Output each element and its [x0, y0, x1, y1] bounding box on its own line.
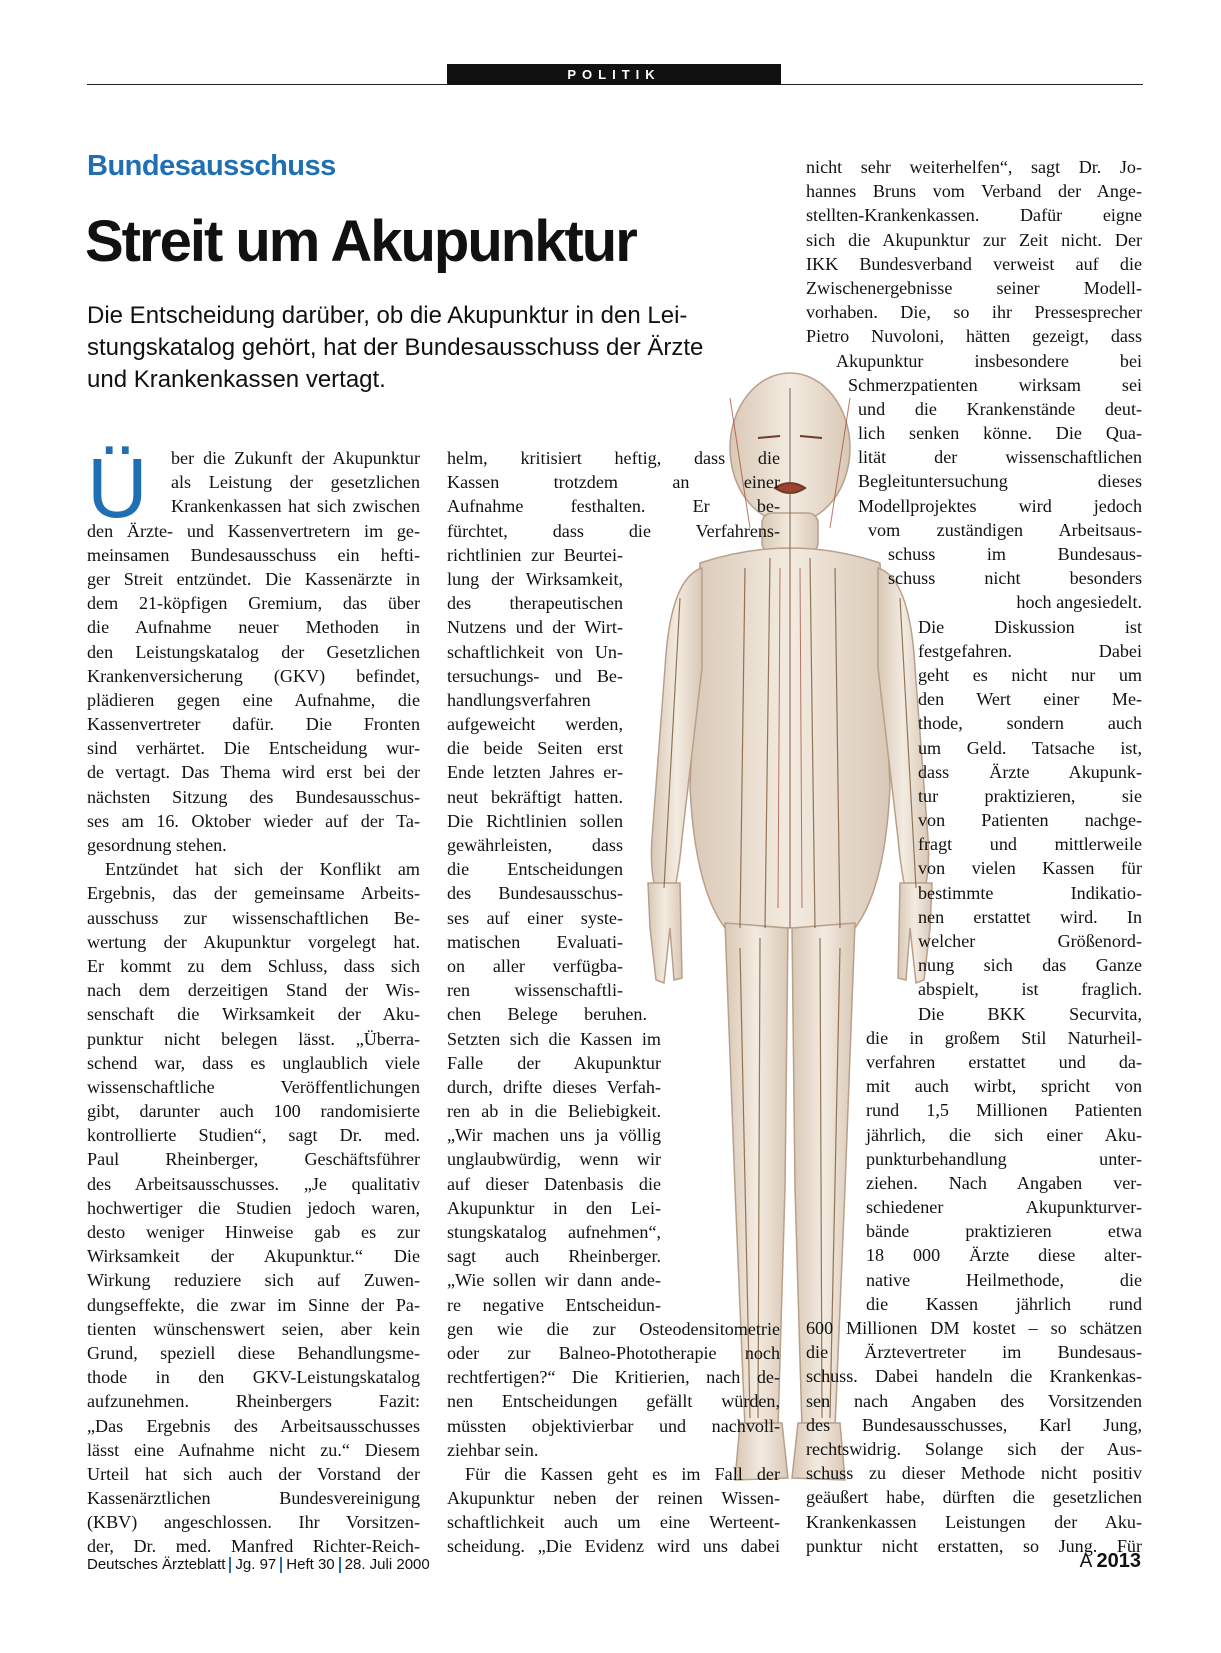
journal-volume: Jg. 97 — [235, 1556, 277, 1573]
text-line: auf dieser Datenbasis die — [447, 1173, 661, 1194]
text-line: aufzunehmen. Rheinbergers Fazit: — [87, 1391, 420, 1412]
text-line: verfahren erstattet und da- — [866, 1051, 1142, 1072]
text-line: ren wissenschaftli- — [447, 980, 623, 1001]
text-line: ziehen. Nach Angaben ver- — [866, 1172, 1142, 1193]
text-line: re negative Entscheidun- — [447, 1294, 661, 1315]
text-line: dungseffekte, die zwar im Sinne der Pa- — [87, 1294, 420, 1315]
text-line: nicht sehr weiterhelfen“, sagt Dr. Jo- — [806, 157, 1142, 177]
footer-separator — [280, 1557, 282, 1573]
text-line: lung der Wirksamkeit, — [447, 568, 623, 589]
text-line: und die Krankenstände deut- — [858, 398, 1142, 419]
text-line: Schmerzpatienten wirksam sei — [848, 374, 1142, 395]
text-line: stellten-Krankenkassen. Dafür eigne — [806, 205, 1142, 226]
text-line: senschaft die Wirksamkeit der Aku- — [87, 1004, 420, 1025]
text-line: mit auch wirbt, spricht von — [866, 1076, 1142, 1097]
drop-cap: Ü — [87, 441, 148, 535]
text-line: de vertagt. Das Thema wird erst bei der — [87, 762, 420, 783]
text-line: lich senken könne. Die Qua- — [858, 423, 1142, 444]
text-line: Paul Rheinberger, Geschäftsführer — [87, 1149, 420, 1170]
text-line: gesordnung stehen. — [87, 835, 227, 855]
text-line: ses am 16. Oktober wieder auf der Ta- — [87, 810, 420, 831]
text-line: ziehbar sein. — [447, 1439, 539, 1460]
text-line: geht es nicht nur um — [918, 664, 1142, 685]
text-line: gibt, darunter auch 100 randomisierte — [87, 1101, 420, 1122]
text-line: jährlich, die sich einer Aku- — [866, 1124, 1142, 1145]
text-line: punkturbehandlung unter- — [866, 1148, 1142, 1169]
text-line: Ergebnis, das der gemeinsame Arbeits- — [87, 883, 420, 904]
lead-line: Die Entscheidung darüber, ob die Akupunktur in den Lei- — [87, 302, 688, 329]
text-line: sich die Akupunktur zur Zeit nicht. Der — [806, 229, 1142, 250]
text-line: nen Entscheidungen gefällt würden, — [447, 1391, 780, 1412]
article-column-3 — [806, 155, 1142, 1558]
text-line: Wirksamkeit der Akupunktur.“ Die — [87, 1246, 420, 1267]
text-line: schuss im Bundesaus- — [888, 544, 1142, 564]
text-line: stungskatalog aufnehmen“, — [447, 1222, 661, 1242]
text-line: dass Ärzte Akupunk- — [918, 761, 1142, 782]
text-line: Grund, speziell diese Behandlungsme- — [87, 1342, 420, 1363]
text-line: Die Diskussion ist — [918, 616, 1142, 637]
text-line: schend war, dass es unglaublich viele — [87, 1052, 420, 1073]
text-line: IKK Bundesverband verweist auf die — [806, 253, 1142, 274]
text-line: punktur nicht erstatten, so Jung. Für — [806, 1535, 1142, 1556]
text-line: schuss. Dabei handeln die Krankenkas- — [806, 1366, 1142, 1387]
text-line: fragt und mittlerweile — [918, 834, 1142, 855]
text-line: müssten objektivierbar und nachvoll- — [447, 1415, 780, 1436]
text-line: als Leistung der gesetzlichen — [171, 472, 420, 493]
text-line: fürchtet, dass die Verfahrens- — [447, 520, 780, 541]
article-column-2 — [447, 446, 780, 1559]
text-line: thode, sondern auch — [918, 713, 1142, 734]
text-line: bände praktizieren etwa — [866, 1221, 1142, 1242]
text-line: hochwertiger die Studien jedoch waren, — [87, 1197, 420, 1218]
text-line: Akupunktur in den Lei- — [447, 1197, 661, 1218]
text-line: Urteil hat sich auch der Vorstand der — [87, 1463, 420, 1484]
text-line: neut bekräftigt hatten. — [447, 786, 623, 807]
page-number — [1080, 1550, 1141, 1573]
text-line: lität der wissenschaftlichen — [858, 447, 1142, 468]
text-line: um Geld. Tatsache ist, — [918, 737, 1142, 758]
text-line: des Arbeitsausschusses. „Je qualitativ — [87, 1173, 420, 1194]
text-line: die in großem Stil Naturheil- — [866, 1027, 1142, 1048]
text-line: ber die Zukunft der Akupunktur — [171, 448, 420, 468]
text-line: hannes Bruns vom Verband der Ange- — [806, 181, 1142, 202]
text-line: schaftlichkeit von Un- — [447, 641, 623, 662]
text-line: die Entscheidungen — [447, 859, 623, 880]
text-line: Für die Kassen geht es im Fall der — [465, 1463, 780, 1484]
text-line: nen erstattet wird. In — [918, 906, 1142, 927]
text-line: desto weniger Hinweise gab es zur — [87, 1222, 420, 1242]
text-line: 600 Millionen DM kostet – so schätzen — [806, 1318, 1142, 1338]
text-line: Krankenversicherung (GKV) befindet, — [87, 665, 420, 686]
text-line: lässt eine Aufnahme nicht zu.“ Diesem — [87, 1439, 420, 1460]
text-line: dem 21-köpfigen Gremium, das über — [87, 593, 420, 614]
text-line: Krankenkassen Leistungen der Aku- — [806, 1511, 1142, 1532]
text-line: Ende letzten Jahres er- — [447, 762, 623, 783]
text-line: unglaubwürdig, wenn wir — [447, 1149, 661, 1170]
text-line: Aufnahme festhalten. Er be- — [447, 496, 780, 517]
footer-separator — [339, 1557, 341, 1573]
text-line: matischen Evaluati- — [447, 931, 623, 952]
text-line: hoch angesiedelt. — [1016, 592, 1142, 613]
text-line: „Das Ergebnis des Arbeitsausschusses — [87, 1415, 420, 1436]
footer-separator — [229, 1557, 231, 1573]
text-line: ren ab in die Beliebigkeit. — [447, 1101, 661, 1122]
text-line: sagt auch Rheinberger. — [447, 1246, 661, 1267]
text-line: tersuchungs- und Be- — [447, 665, 623, 686]
text-line: schuss zu dieser Methode nicht positiv — [806, 1463, 1142, 1484]
journal-date: 28. Juli 2000 — [344, 1556, 430, 1573]
text-line: abspielt, ist fraglich. — [918, 979, 1142, 1000]
text-line: Begleituntersuchung dieses — [858, 471, 1142, 492]
headline: Streit um Akupunktur — [85, 209, 636, 274]
text-line: geäußert habe, dürften die gesetzlichen — [806, 1487, 1142, 1508]
text-line: (KBV) angeschlossen. Ihr Vorsitzen- — [87, 1512, 420, 1533]
journal-issue: Heft 30 — [286, 1556, 335, 1573]
text-line: on aller verfügba- — [447, 955, 623, 976]
footer-citation — [87, 1556, 430, 1573]
page-number-value: 2013 — [1096, 1550, 1141, 1572]
text-line: den Leistungskatalog der Gesetzlichen — [87, 641, 420, 662]
text-line: durch, drifte dieses Verfah- — [447, 1076, 661, 1097]
text-line: wissenschaftliche Veröffentlichungen — [87, 1076, 420, 1097]
text-line: Falle der Akupunktur — [447, 1052, 661, 1073]
text-line: Kassenvertreter dafür. Die Fronten — [87, 714, 420, 735]
text-line: meinsamen Bundesausschuss ein hefti- — [87, 544, 420, 565]
text-line: Die Richtlinien sollen — [447, 810, 623, 831]
text-line: thode in den GKV-Leistungskatalog — [87, 1367, 420, 1388]
text-line: des Bundesausschus- — [447, 883, 623, 904]
text-line: native Heilmethode, die — [866, 1269, 1142, 1290]
text-line: ausschuss zur wissenschaftlichen Be- — [87, 907, 420, 928]
text-line: die Kassen jährlich rund — [866, 1293, 1142, 1314]
text-line: Akupunktur neben der reinen Wissen- — [447, 1488, 780, 1509]
text-line: vom zuständigen Arbeitsaus- — [868, 519, 1142, 540]
text-line: Kassenärztlichen Bundesvereinigung — [87, 1488, 420, 1509]
text-line: vorhaben. Die, so ihr Pressesprecher — [806, 302, 1142, 323]
text-line: plädieren gegen eine Aufnahme, die — [87, 689, 420, 710]
text-line: gen wie die zur Osteodensitometrie — [447, 1318, 780, 1339]
text-line: ses auf einer syste- — [447, 907, 623, 928]
text-line: Modellprojektes wird jedoch — [858, 495, 1142, 516]
text-line: welcher Größenord- — [918, 931, 1142, 951]
text-line: Entzündet hat sich der Konflikt am — [105, 859, 420, 880]
text-line: oder zur Balneo-Phototherapie noch — [447, 1342, 780, 1363]
text-line: Er kommt zu dem Schluss, dass sich — [87, 955, 420, 976]
text-line: tur praktizieren, sie — [918, 785, 1142, 806]
journal-name: Deutsches Ärzteblatt — [87, 1556, 226, 1573]
text-line: nung sich das Ganze — [918, 955, 1142, 976]
lead-line: und Krankenkassen vertagt. — [87, 366, 386, 393]
text-line: des Bundesausschusses, Karl Jung, — [806, 1414, 1142, 1435]
text-line: gewährleisten, dass — [447, 835, 623, 855]
text-line: chen Belege beruhen. — [447, 1004, 647, 1025]
text-line: sind verhärtet. Die Entscheidung wur- — [87, 738, 420, 759]
text-line: rechtswidrig. Solange sich der Aus- — [806, 1438, 1142, 1459]
text-line: Pietro Nuvoloni, hätten gezeigt, dass — [806, 326, 1142, 347]
text-line: ger Streit entzündet. Die Kassenärzte in — [87, 568, 420, 589]
text-line: helm, kritisiert heftig, dass die — [447, 448, 780, 468]
article-column-1 — [87, 441, 420, 1559]
text-line: punktur nicht belegen lässt. „Überra- — [87, 1028, 420, 1049]
text-line: Zwischenergebnisse seiner Modell- — [806, 277, 1142, 298]
section-label: POLITIK — [447, 64, 781, 85]
text-line: nächsten Sitzung des Bundesausschus- — [87, 786, 420, 807]
text-line: Kassen trotzdem an einer — [447, 472, 780, 493]
text-line: handlungsverfahren — [447, 689, 591, 710]
text-line: nach dem derzeitigen Stand der Wis- — [87, 980, 420, 1001]
page-prefix: A — [1079, 1551, 1092, 1572]
text-line: der, Dr. med. Manfred Richter-Reich- — [87, 1536, 420, 1557]
text-line: kontrollierte Studien“, sagt Dr. med. — [87, 1125, 420, 1146]
text-line: von Patienten nachge- — [918, 810, 1142, 831]
text-line: Akupunktur insbesondere bei — [836, 350, 1142, 371]
text-line: Setzten sich die Kassen im — [447, 1028, 661, 1049]
lead-line: stungskatalog gehört, hat der Bundesausschuss der Ärzte — [87, 334, 704, 361]
text-line: bestimmte Indikatio- — [918, 882, 1142, 903]
text-line: die Ärztevertreter im Bundesaus- — [806, 1342, 1142, 1363]
text-line: rechtfertigen?“ Die Kritierien, nach de- — [447, 1367, 780, 1388]
text-line: den Wert einer Me- — [918, 689, 1142, 710]
text-line: die beide Seiten erst — [447, 738, 623, 759]
text-line: aufgeweicht werden, — [447, 714, 623, 735]
text-line: wertung der Akupunktur vorgelegt hat. — [87, 931, 420, 952]
text-line: schaftlichkeit auch um eine Werteent- — [447, 1512, 780, 1533]
text-line: „Wir machen uns ja völlig — [447, 1125, 661, 1146]
text-line: 18 000 Ärzte diese alter- — [866, 1245, 1142, 1266]
text-line: tienten wünschenswert seien, aber kein — [87, 1318, 420, 1339]
text-line: schiedener Akupunkturver- — [866, 1197, 1142, 1218]
text-line: festgefahren. Dabei — [918, 640, 1142, 661]
text-line: den Ärzte- und Kassenvertretern im ge- — [87, 520, 420, 541]
text-line: Die BKK Securvita, — [918, 1003, 1142, 1024]
text-line: Nutzens und der Wirt- — [447, 617, 623, 638]
text-line: des therapeutischen — [447, 593, 623, 614]
text-line: Krankenkassen hat sich zwischen — [171, 496, 420, 517]
text-line: „Wie sollen wir dann ande- — [447, 1270, 661, 1291]
kicker: Bundesausschuss — [87, 150, 336, 182]
text-line: richtlinien zur Beurtei- — [447, 544, 623, 565]
text-line: schuss nicht besonders — [888, 568, 1142, 589]
text-line: die Aufnahme neuer Methoden in — [87, 617, 420, 638]
text-line: von vielen Kassen für — [918, 858, 1142, 879]
text-line: Wirkung reduziere sich auf Zuwen- — [87, 1270, 420, 1291]
text-line: sen nach Angaben des Vorsitzenden — [806, 1390, 1142, 1411]
text-line: scheidung. „Die Evidenz wird uns dabei — [447, 1536, 780, 1557]
text-line: rund 1,5 Millionen Patienten — [866, 1100, 1142, 1121]
